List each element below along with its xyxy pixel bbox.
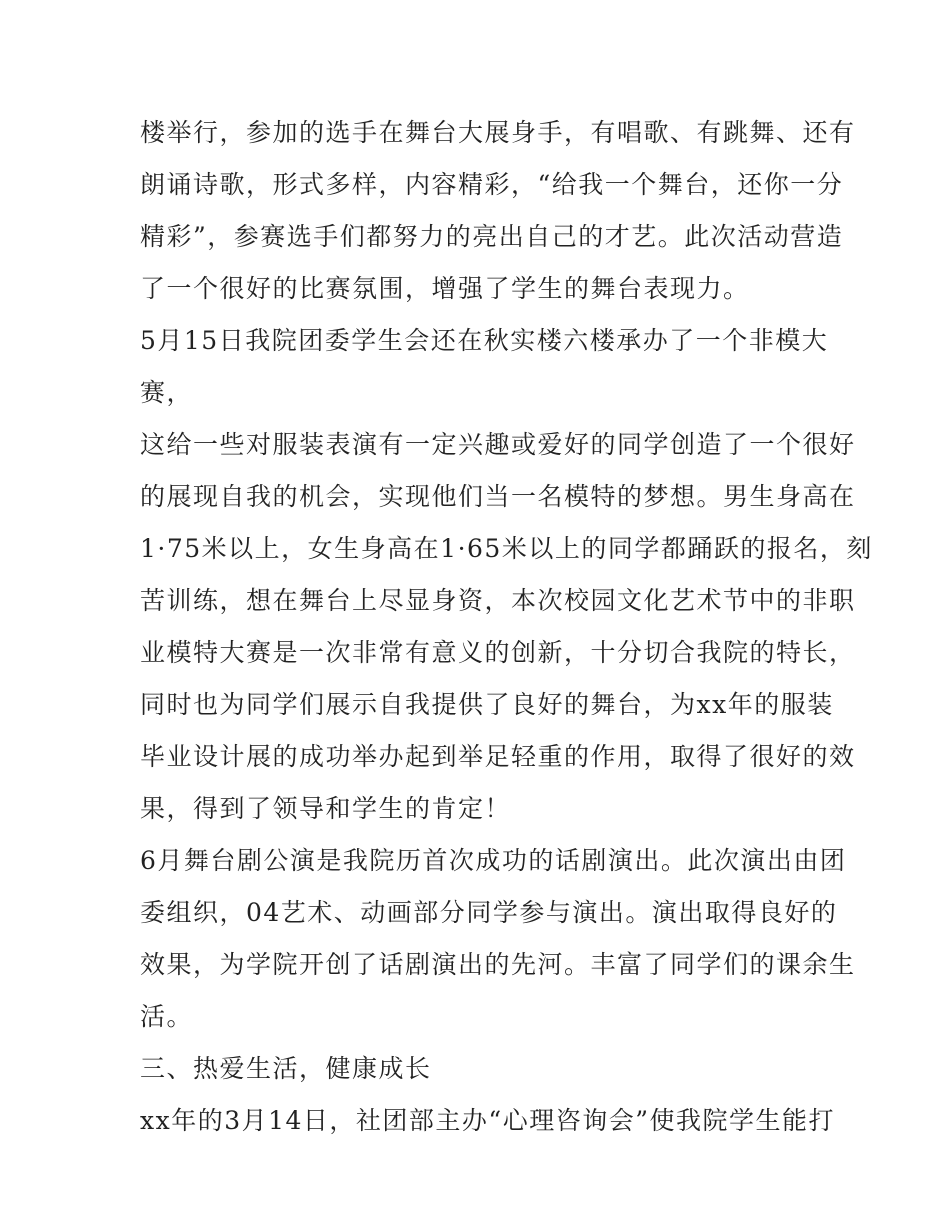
text-line: 楼举行，参加的选手在舞台大展身手，有唱歌、有跳舞、还有 [140,118,856,147]
text-line: 1·75米以上，女生身高在1·65米以上的同学都踊跃的报名，刻 [140,534,873,563]
text-line: 苦训练，想在舞台上尽显身资，本次校园文化艺术节中的非职 [140,586,856,615]
text-line: xx年的3月14日，社团部主办“心理咨询会”使我院学生能打 [140,1106,835,1135]
text-line: 委组织，04艺术、动画部分同学参与演出。演出取得良好的 [140,898,838,927]
text-line: 效果，为学院开创了话剧演出的先河。丰富了同学们的课余生 [140,950,856,979]
text-line: 活。 [140,1002,194,1031]
text-line: 赛， [140,378,194,407]
text-line: 同时也为同学们展示自我提供了良好的舞台，为xx年的服装 [140,690,834,719]
text-line: 6月舞台剧公演是我院历首次成功的话剧演出。此次演出由团 [140,846,847,875]
text-line: 果，得到了领导和学生的肯定！ [140,794,512,823]
body-text [140,107,873,1147]
section-heading: 三、热爱生活，健康成长 [140,1054,432,1083]
text-line: 毕业设计展的成功举办起到举足轻重的作用，取得了很好的效 [140,742,856,771]
text-line: 了一个很好的比赛氛围，增强了学生的舞台表现力。 [140,274,750,303]
text-line: 业模特大赛是一次非常有意义的创新，十分切合我院的特长， [140,638,856,667]
text-line: 的展现自我的机会，实现他们当一名模特的梦想。男生身高在 [140,482,856,511]
text-line: 精彩”，参赛选手们都努力的亮出自己的才艺。此次活动营造 [140,222,844,251]
text-line: 这给一些对服装表演有一定兴趣或爱好的同学创造了一个很好 [140,430,856,459]
text-line: 朗诵诗歌，形式多样，内容精彩，“给我一个舞台，还你一分 [140,170,844,199]
text-line: 5月15日我院团委学生会还在秋实楼六楼承办了一个非模大 [140,326,829,355]
